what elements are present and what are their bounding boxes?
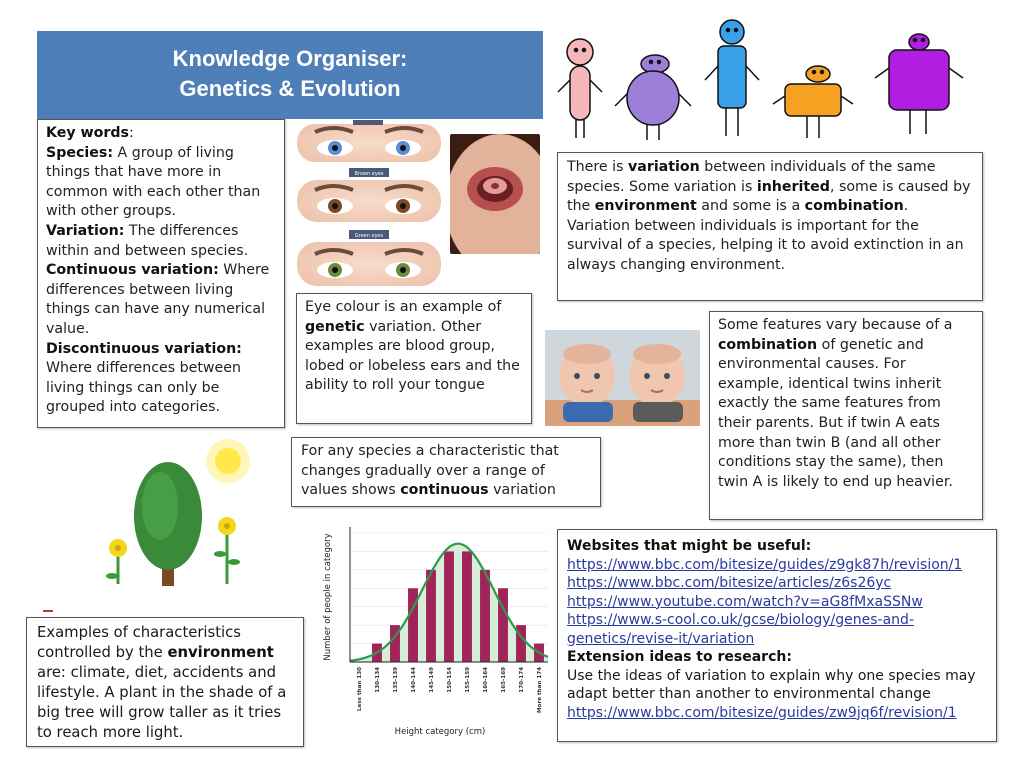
tree-icon <box>134 462 202 586</box>
blue-tall-figure <box>705 20 759 136</box>
x-tick-label: 170-174 <box>519 667 525 693</box>
x-tick-label: 160-164 <box>483 667 489 693</box>
link-s-cool-part-1[interactable]: https://www.s-cool.co.uk/gcse/biology/genes-and- <box>567 612 914 628</box>
bar-5 <box>444 551 454 662</box>
websites-box <box>557 529 997 742</box>
continuous-text-2: variation <box>488 482 556 499</box>
link-youtube-video[interactable]: https://www.youtube.com/watch?v=aG8fMxaSSNw <box>567 593 923 610</box>
variation-term: Variation: <box>46 222 125 239</box>
genetic-keyword: genetic <box>305 318 365 335</box>
x-tick-label: Less than 130 <box>357 667 363 712</box>
variation-definition: The differences within and between species. <box>46 222 249 259</box>
x-tick-label: 135-139 <box>393 667 399 693</box>
key-words-box <box>37 119 285 428</box>
twin-a <box>559 344 615 422</box>
species-definition: A group of living things that have more in common with each other than with other groups. <box>46 144 261 220</box>
x-tick-label: 140-144 <box>411 667 417 693</box>
brown-eyes-label: Brown eyes <box>354 171 384 177</box>
twin-b <box>629 344 685 422</box>
purple-round-figure <box>615 55 691 140</box>
x-tick-label: 150-154 <box>447 667 453 693</box>
x-axis-label: Height category (cm) <box>394 727 486 737</box>
variation-text-3: , some is caused by the <box>567 178 971 215</box>
extension-text: Use the ideas of variation to explain why one species may adapt better than another to environmental change <box>567 667 976 702</box>
x-tick-label: 165-169 <box>501 667 507 693</box>
height-histogram-chart <box>316 515 556 745</box>
tongue-rolling-photo <box>450 134 540 254</box>
key-words-colon: : <box>129 125 134 141</box>
link-bbc-adaptation-guide[interactable]: https://www.bbc.com/bitesize/guides/zw9jq6f/revision/1 <box>567 704 957 721</box>
discontinuous-variation-definition: Where differences between living things can only be grouped into categories. <box>46 360 241 416</box>
title-line-2: Genetics & Evolution <box>179 76 401 101</box>
green-eyes-pair <box>297 230 441 286</box>
plants-sun-illustration <box>40 436 290 608</box>
variation-explanation-box <box>557 152 983 301</box>
variation-text-1: There is <box>567 159 628 175</box>
decorative-mark <box>43 610 53 612</box>
websites-heading: Websites that might be useful: <box>567 538 812 554</box>
environment-keyword-2: environment <box>167 644 274 661</box>
x-tick-label: More than 174 <box>537 667 543 713</box>
combo-text-2: of genetic and environmental causes. For example, identical twins inherit exactly the same features from their parents. But if twin A eats more than twin B (and all other conditions stay the same), then twin A is likely to end up heavier. <box>718 336 953 490</box>
combination-keyword-2: combination <box>718 336 818 353</box>
orange-wide-figure <box>773 66 853 138</box>
bar-7 <box>480 570 490 662</box>
extension-heading: Extension ideas to research: <box>567 649 792 665</box>
continuous-text-1: For any species a characteristic that changes gradually over a range of values shows <box>301 443 559 499</box>
sun-icon <box>206 439 250 483</box>
link-bbc-bitesize-guide[interactable]: https://www.bbc.com/bitesize/guides/z9gk87h/revision/1 <box>567 556 963 573</box>
environment-keyword: environment <box>594 198 697 215</box>
link-bbc-bitesize-article[interactable]: https://www.bbc.com/bitesize/articles/z6s26yc <box>567 575 892 591</box>
variation-text-2: between individuals of the same species. Some variation is <box>567 159 936 195</box>
flower-in-sun-icon <box>214 517 240 584</box>
x-tick-label: 145-149 <box>429 667 435 693</box>
eye-box-text-1: Eye colour is an example of <box>305 299 502 315</box>
continuous-variation-box <box>291 437 601 507</box>
x-tick-labels <box>357 667 543 713</box>
title-line-1: Knowledge Organiser: <box>172 46 408 71</box>
combination-causes-box <box>709 311 983 520</box>
continuous-variation-definition: Where differences between living things can have any numerical value. <box>46 262 270 337</box>
x-tick-label: 155-159 <box>465 667 471 693</box>
flower-in-shade-icon <box>106 539 127 584</box>
species-term: Species: <box>46 144 114 161</box>
key-words-heading: Key words <box>46 125 130 141</box>
variation-figures-illustration <box>555 18 995 144</box>
variation-keyword: variation <box>628 159 700 175</box>
discontinuous-variation-term: Discontinuous variation: <box>46 340 242 357</box>
continuous-variation-term: Continuous variation: <box>46 262 219 279</box>
pink-figure <box>558 39 602 138</box>
bar-4 <box>426 570 436 662</box>
continuous-keyword: continuous <box>400 482 489 499</box>
combination-keyword: combination <box>804 198 904 215</box>
x-tick-label: 130-134 <box>375 667 381 693</box>
y-axis-label: Number of people in category <box>323 533 333 661</box>
env-text-1: Examples of characteristics controlled by the <box>37 624 242 661</box>
variation-text-5: . <box>903 198 909 215</box>
page-title <box>37 31 543 119</box>
combo-text-1: Some features vary because of a <box>718 317 953 333</box>
variation-text-6: Variation between individuals is important for the survival of a species, helping it to avoid extinction in an always changing environment. <box>567 217 964 273</box>
bar-6 <box>462 551 472 662</box>
eye-box-text-2: variation. Other examples are blood group, lobed or lobeless ears and the ability to roll your tongue <box>305 318 520 394</box>
environment-causes-box <box>26 617 304 747</box>
twins-photo <box>545 330 700 426</box>
eye-colour-illustration <box>293 120 445 290</box>
green-eyes-label: Green eyes <box>354 233 384 239</box>
blue-eyes-pair <box>297 120 441 162</box>
magenta-figure <box>875 34 963 134</box>
variation-text-4: and some is a <box>696 198 805 215</box>
brown-eyes-pair <box>297 168 441 222</box>
inherited-keyword: inherited <box>756 178 830 195</box>
link-s-cool-part-2[interactable]: genetics/revise-it/variation <box>567 630 755 647</box>
env-text-2: are: climate, diet, accidents and lifestyle. A plant in the shade of a big tree will grow taller as it tries to reach more light. <box>37 664 287 741</box>
genetic-variation-box <box>296 293 532 424</box>
